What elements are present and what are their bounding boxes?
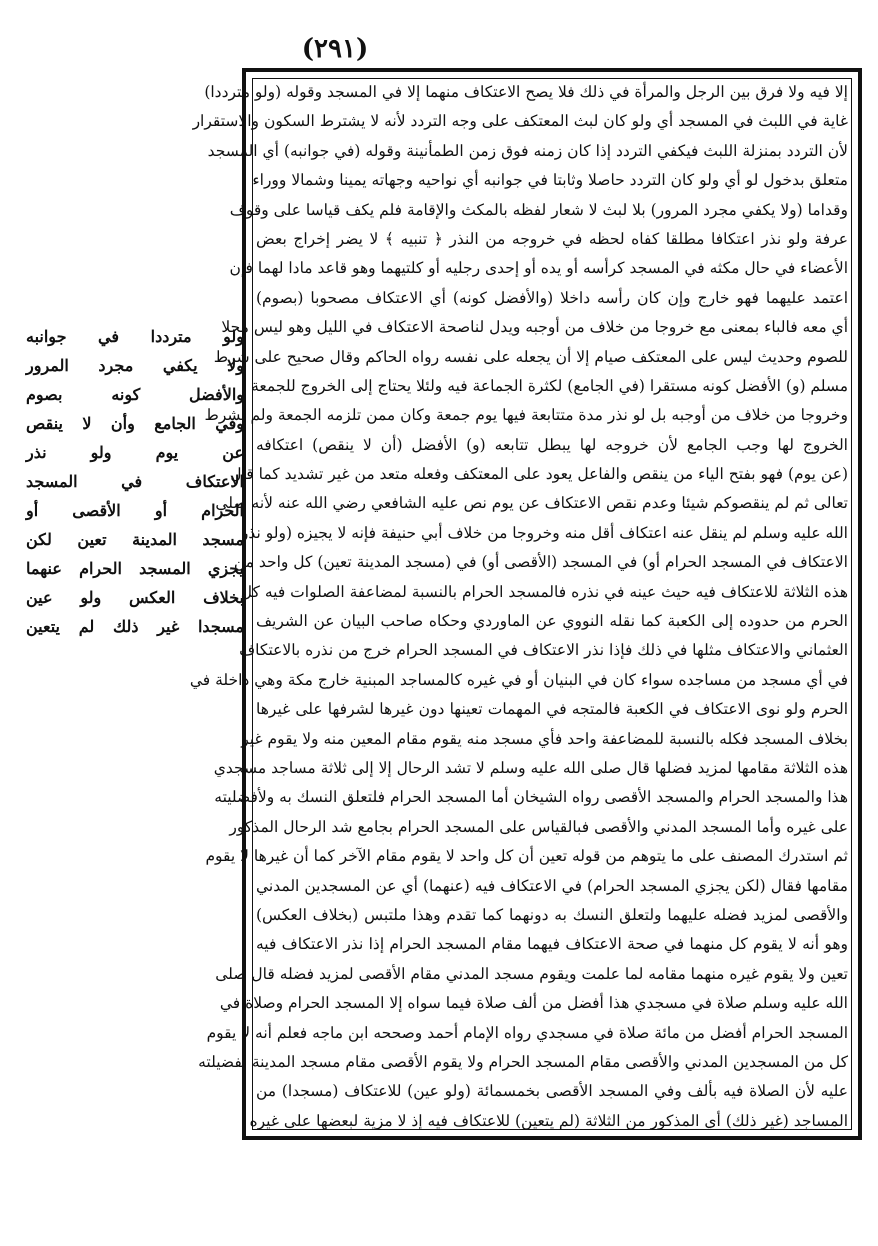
text-line: الحرم من حدوده إلى الكعبة كما نقله النووي عن الماوردي وحكاه صاحب البيان عن الشريف (256, 612, 848, 631)
text-line: مقامها فقال (لكن يجزي المسجد الحرام) في الاعتكاف فيه (عنهما) أي عن المسجدين المدني (256, 876, 848, 895)
text-line: الحرم ولو نوى الاعتكاف في الكعبة فالمتجه في المهمات تعينها دون غيرها لشرفها على غيرها (256, 700, 848, 719)
text-line: هذا والمسجد الحرام والمسجد الأقصى رواه الشيخان أما المسجد الحرام فلتعلق النسك به ولأفضليته (214, 788, 848, 807)
text-line: للصوم وحديث ليس على المعتكف صيام إلا أن يجعله على نفسه رواه الحاكم وقال صحيح على شرط (213, 347, 848, 366)
text-line: إلا فيه ولا فرق بين الرجل والمرأة في ذلك فلا يصح الاعتكاف منهما إلا في المسجد وقوله (ولو مترددا) (204, 83, 848, 101)
text-line: بخلاف المسجد فكله بالنسبة للمضاعفة واحد فأي مسجد منه يقوم مقام المعين منه ولا يقوم غير (241, 729, 848, 748)
margin-line: الحرام أو الأقصى أو (26, 501, 244, 520)
margin-line: الاعتكاف في المسجد (26, 472, 244, 491)
text-line: الأعضاء في حال مكثه في المسجد كرأسه أو يده أو إحدى رجليه أو كلتيهما وهو قاعد مادا لهما فإن (229, 259, 848, 278)
text-line: على غيره وأما المسجد المدني والأقصى فبالقياس على المسجد الحرام بجامع شد الرحال المذكور (229, 817, 848, 836)
text-line: لأن التردد بمنزلة اللبث فيكفي التردد إذا كان زمنه فوق زمن الطمأنينة وقوله (في جوانبه) أي المسجد (207, 141, 848, 160)
matn-margin-text (26, 322, 244, 641)
text-line: (عن يوم) فهو بفتح الياء من ينقص والفاعل يعود على المعتكف وفعله متعد من غير تشديد كما قال (230, 465, 848, 484)
text-line: وقداما (ولا يكفي مجرد المرور) بلا لبث لا شعار لفظه بالمكث والإقامة فلم يكف قياسا على وقوف (229, 200, 848, 219)
text-line: المسجد الحرام أفضل من مائة صلاة في مسجدي رواه الإمام أحمد وصححه ابن ماجه فعلم أنه لا يقوم (206, 1023, 848, 1042)
text-line: وخروجا من خلاف من أوجبه بل لو نذر مدة متتابعة فيها يوم جمعة وكان ممن تلزمه الجمعة ولم يشرط (204, 406, 848, 425)
margin-line: ولا يكفي مجرد المرور (26, 356, 244, 375)
text-line: متعلق بدخول لو أي ولو كان التردد حاصلا وثابتا في جوانبه أي نواحيه وجهاته يمينا وشمالا ووراء (252, 171, 848, 190)
text-line: عرفة ولو نذر اعتكافا مطلقا كفاه لحظه في خروجه من النذر ﴿ تنبيه ﴾ لا يضر إخراج بعض (256, 229, 848, 248)
text-line: مسلم (و) الأفضل كونه مستقرا (في الجامع) لكثرة الجماعة فيه ولئلا يحتاج إلى الخروج للجمعة (251, 376, 848, 395)
text-line: هذه الثلاثة مقامها لمزيد فضلها قال صلى الله عليه وسلم لا تشد الرحال إلا إلى ثلاثة مساجد مسجدي (213, 758, 848, 777)
text-line: والأقصى لمزيد فضله عليهما ولتعلق النسك به دونهما كما تقدم وهذا ملتبس (بخلاف العكس) (256, 905, 848, 924)
text-line: ثم استدرك المصنف على ما يتوهم من قوله تعين أن كل واحد لا يقوم مقام الآخر كما أن غيرها لا يقوم (205, 847, 848, 866)
text-line: تعالى ثم لم ينقصوكم شيئا وعدم نقص الاعتكاف عن يوم نص عليه الشافعي رضي الله عنه لأنه صلى (215, 494, 848, 513)
text-line: تعين ولا يقوم غيره منهما مقامه لما علمت ويقوم مسجد المدني مقام الأقصى لمزيد فضله قال صلى (215, 964, 848, 983)
text-line: غاية في اللبث في المسجد أي ولو كان لبث المعتكف على وجه التردد لأنه لا يشترط السكون والاستقرار (192, 112, 848, 131)
commentary-text (189, 78, 848, 1130)
margin-line: يجزي المسجد الحرام عنهما (26, 559, 244, 578)
margin-line: والأفضل كونه بصوم (26, 385, 244, 404)
margin-line: ولو مترددا في جوانبه (26, 327, 244, 346)
margin-line: وفي الجامع وأن لا ينقص (26, 414, 244, 433)
page-number: (٢٩١) (301, 34, 369, 64)
text-line: كل من المسجدين المدني والأقصى مقام المسجد الحرام ولا يقوم الأقصى مقام مسجد المدينة لفضيلته (198, 1052, 848, 1071)
text-line: في أي مسجد من مساجده سواء كان في البنيان أو في غيره كالمساجد المبنية خارج مكة وهي داخلة في (189, 670, 848, 689)
text-line: العثماني والاعتكاف مثلها في ذلك فإذا نذر الاعتكاف في المسجد الحرام خرج من نذره بالاعتكاف (239, 641, 848, 660)
text-line: أي معه فالباء بمعنى مع خروجا من خلاف من أوجبه ويدل لناصحة الاعتكاف في الليل وهو ليس محلا (221, 318, 848, 337)
text-line: الخروج لها وجب الجامع لأن خروجه لها يبطل تتابعه (و) الأفضل (أن لا ينقص) اعتكافه (256, 435, 848, 454)
text-line: وهو أنه لا يقوم كل منهما في صحة الاعتكاف فيهما مقام المسجد الحرام إذا نذر الاعتكاف فيه (256, 935, 848, 954)
margin-line: بخلاف العكس ولو عين (26, 588, 244, 607)
text-line: هذه الثلاثة للاعتكاف فيه حيث عينه في نذره فالمسجد الحرام بالنسبة لمضاعفة الصلوات فيه كل (240, 582, 848, 601)
margin-line: مسجدا غير ذلك لم يتعين (26, 617, 244, 636)
margin-line: مسجد المدينة تعين لكن (26, 530, 244, 549)
text-line: الله عليه وسلم صلاة في مسجدي هذا أفضل من ألف صلاة فيما سواه إلا المسجد الحرام وصلاة في (219, 994, 848, 1013)
text-line: المساجد (غير ذلك) أي المذكور من الثلاثة (لم يتعين) للاعتكاف فيه إذ لا مزية لبعضها على غيره (249, 1111, 848, 1130)
margin-line: عن يوم ولو نذر (26, 443, 244, 462)
text-line: عليه لأن الصلاة فيه بألف وفي المسجد الأقصى بخمسمائة (ولو عين) للاعتكاف (مسجدا) من (256, 1082, 848, 1101)
text-line: الله عليه وسلم لم ينقل عنه اعتكاف أقل منه وخروجا من خلاف أبي حنيفة فإنه لا يجيزه (ولو نذر (240, 523, 848, 542)
text-line: اعتمد عليهما فهو خارج وإن كان رأسه داخلا (والأفضل كونه) أي الاعتكاف مصحوبا (بصوم) (256, 288, 848, 307)
text-line: الاعتكاف في المسجد الحرام أو) في المسجد (الأقصى أو) في (مسجد المدينة تعين) كل واحد من (233, 553, 848, 572)
main-text-frame (189, 68, 862, 1140)
